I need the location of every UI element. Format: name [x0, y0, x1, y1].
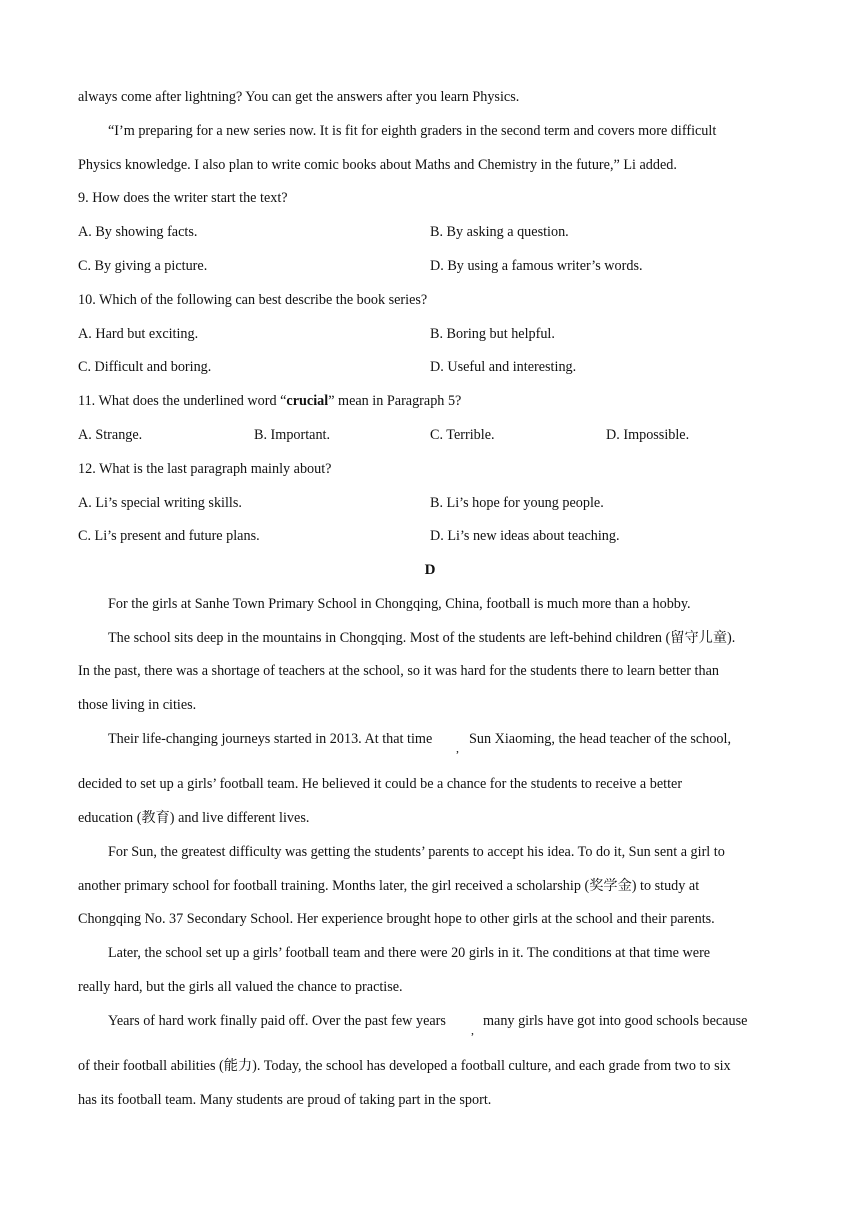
- question-stem-pre: 11. What does the underlined word “: [78, 393, 287, 409]
- paragraph-line: many girls have got into good schools because: [483, 1013, 748, 1029]
- option-d: D. Useful and interesting.: [430, 359, 577, 375]
- paragraph-line: In the past, there was a shortage of teachers at the school, so it was hard for the students there to learn better than: [78, 663, 719, 679]
- option-a: A. Hard but exciting.: [78, 326, 199, 342]
- question-stem: 9. How does the writer start the text?: [78, 190, 288, 206]
- option-b: B. Boring but helpful.: [430, 326, 555, 342]
- paragraph-line: those living in cities.: [78, 697, 197, 713]
- stray-comma: ,: [471, 1023, 474, 1037]
- paragraph-line: The school sits deep in the mountains in Chongqing. Most of the students are left-behind children (留守儿童).: [108, 630, 736, 646]
- paragraph-line: Their life-changing journeys started in 2013. At that time: [108, 731, 433, 747]
- question-stem: [78, 391, 461, 411]
- paragraph-line: decided to set up a girls’ football team. He believed it could be a chance for the students to receive a better: [78, 776, 683, 792]
- option-c: C. Difficult and boring.: [78, 359, 212, 375]
- passage-c-quote-line: Physics knowledge. I also plan to write comic books about Maths and Chemistry in the future,” Li added.: [78, 157, 677, 173]
- option-c: C. By giving a picture.: [78, 258, 208, 274]
- keyword-crucial: crucial: [286, 393, 329, 409]
- option-a: A. Strange.: [78, 427, 143, 443]
- option-b: B. Important.: [254, 427, 331, 443]
- section-heading: D: [424, 562, 436, 578]
- question-stem: 12. What is the last paragraph mainly about?: [78, 461, 332, 477]
- option-c: C. Terrible.: [430, 427, 495, 443]
- paragraph-line: really hard, but the girls all valued the chance to practise.: [78, 979, 403, 995]
- paragraph-line: of their football abilities (能力). Today, the school has developed a football culture, and each grade from two to six: [78, 1058, 731, 1074]
- paragraph-line: For the girls at Sanhe Town Primary School in Chongqing, China, football is much more than a hobby.: [108, 596, 691, 612]
- option-c: C. Li’s present and future plans.: [78, 528, 260, 544]
- option-a: A. By showing facts.: [78, 224, 198, 240]
- option-a: A. Li’s special writing skills.: [78, 495, 242, 511]
- question-stem-post: ” mean in Paragraph 5?: [328, 393, 462, 409]
- passage-c-line: always come after lightning? You can get the answers after you learn Physics.: [78, 89, 520, 105]
- paragraph-line: Years of hard work finally paid off. Over the past few years: [108, 1013, 446, 1029]
- paragraph-line: has its football team. Many students are proud of taking part in the sport.: [78, 1092, 492, 1108]
- option-b: B. Li’s hope for young people.: [430, 495, 604, 511]
- paragraph-line: education (教育) and live different lives.: [78, 810, 310, 826]
- question-stem: 10. Which of the following can best describe the book series?: [78, 292, 428, 308]
- paragraph-line: For Sun, the greatest difficulty was getting the students’ parents to accept his idea. To do it, Sun sent a girl to: [108, 844, 725, 860]
- option-d: D. Impossible.: [606, 427, 690, 443]
- paragraph-line: Later, the school set up a girls’ football team and there were 20 girls in it. The conditions at that time were: [108, 945, 711, 961]
- option-b: B. By asking a question.: [430, 224, 569, 240]
- passage-c-quote-line: “I’m preparing for a new series now. It is fit for eighth graders in the second term and covers more difficult: [108, 123, 717, 139]
- option-d: D. Li’s new ideas about teaching.: [430, 528, 620, 544]
- option-d: D. By using a famous writer’s words.: [430, 258, 643, 274]
- paragraph-line: Sun Xiaoming, the head teacher of the school,: [469, 731, 731, 747]
- stray-comma: ,: [456, 741, 459, 755]
- paragraph-line: another primary school for football training. Months later, the girl received a scholarship (奖学金) to study at: [78, 878, 700, 894]
- paragraph-line: Chongqing No. 37 Secondary School. Her experience brought hope to other girls at the school and their parents.: [78, 911, 715, 927]
